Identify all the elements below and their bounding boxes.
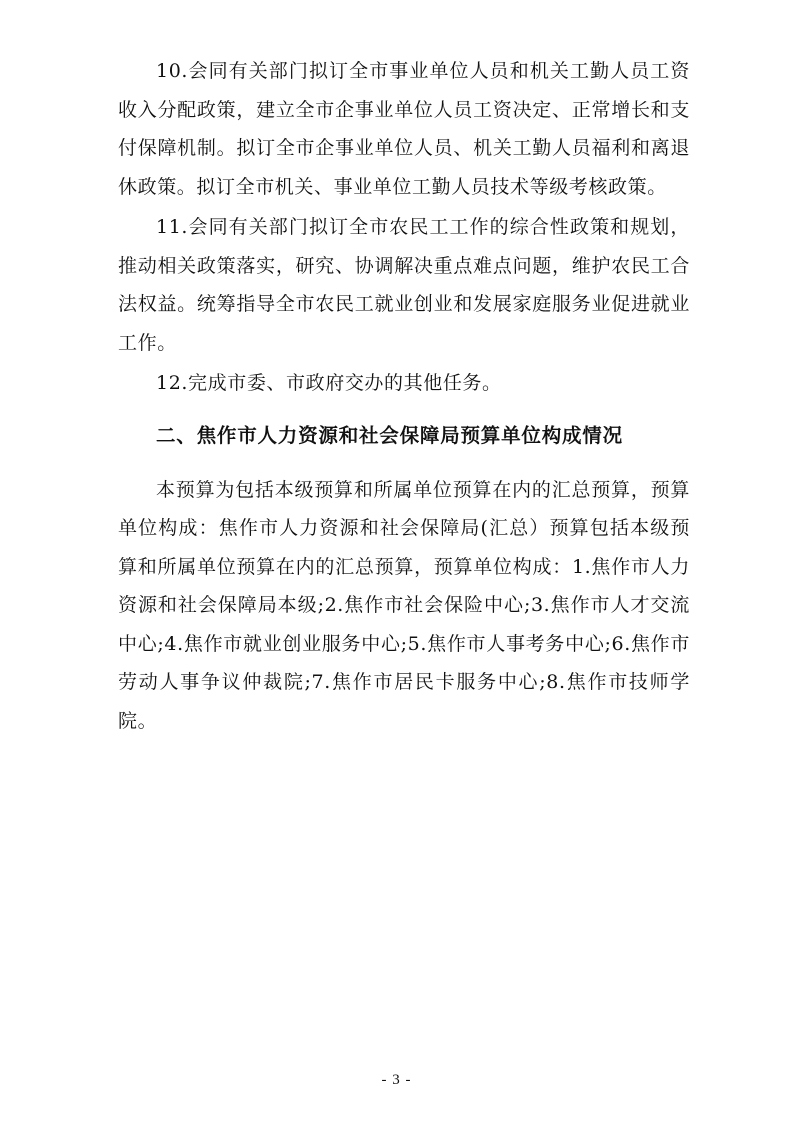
duty-item-12: 12.完成市委、市政府交办的其他任务。 (156, 372, 502, 394)
budget-units-paragraph: 本预算为包括本级预算和所属单位预算在内的汇总预算，预算单位构成：焦作市人力资源和社会保障局(汇总）预算包括本级预算和所属单位预算在内的汇总预算，预算单位构成：1.焦作市人力资源和社会保障局本级;2.焦作市社会保险中心;3.焦作市人才交流中心;4.焦作市就业创业服务中心;5.焦作市人事考务中心;6.焦作市劳动人事争议仲裁院;7.焦作市居民卡服务中心;8.焦作市技师学院。 (118, 478, 690, 732)
section-heading: 二、焦作市人力资源和社会保障局预算单位构成情况 (156, 423, 623, 447)
document-page (118, 52, 690, 740)
page-number: - 3 - (381, 1072, 412, 1088)
duty-item-11: 11.会同有关部门拟订全市农民工工作的综合性政策和规划，推动相关政策落实，研究、协调解决重点难点问题，维护农民工合法权益。统筹指导全市农民工就业创业和发展家庭服务业促进就业工作。 (118, 216, 690, 354)
duty-item-10: 10.会同有关部门拟订全市事业单位人员和机关工勤人员工资收入分配政策，建立全市企事业单位人员工资决定、正常增长和支付保障机制。拟订全市企事业单位人员、机关工勤人员福利和离退休政策。拟订全市机关、事业单位工勤人员技术等级考核政策。 (118, 60, 690, 198)
